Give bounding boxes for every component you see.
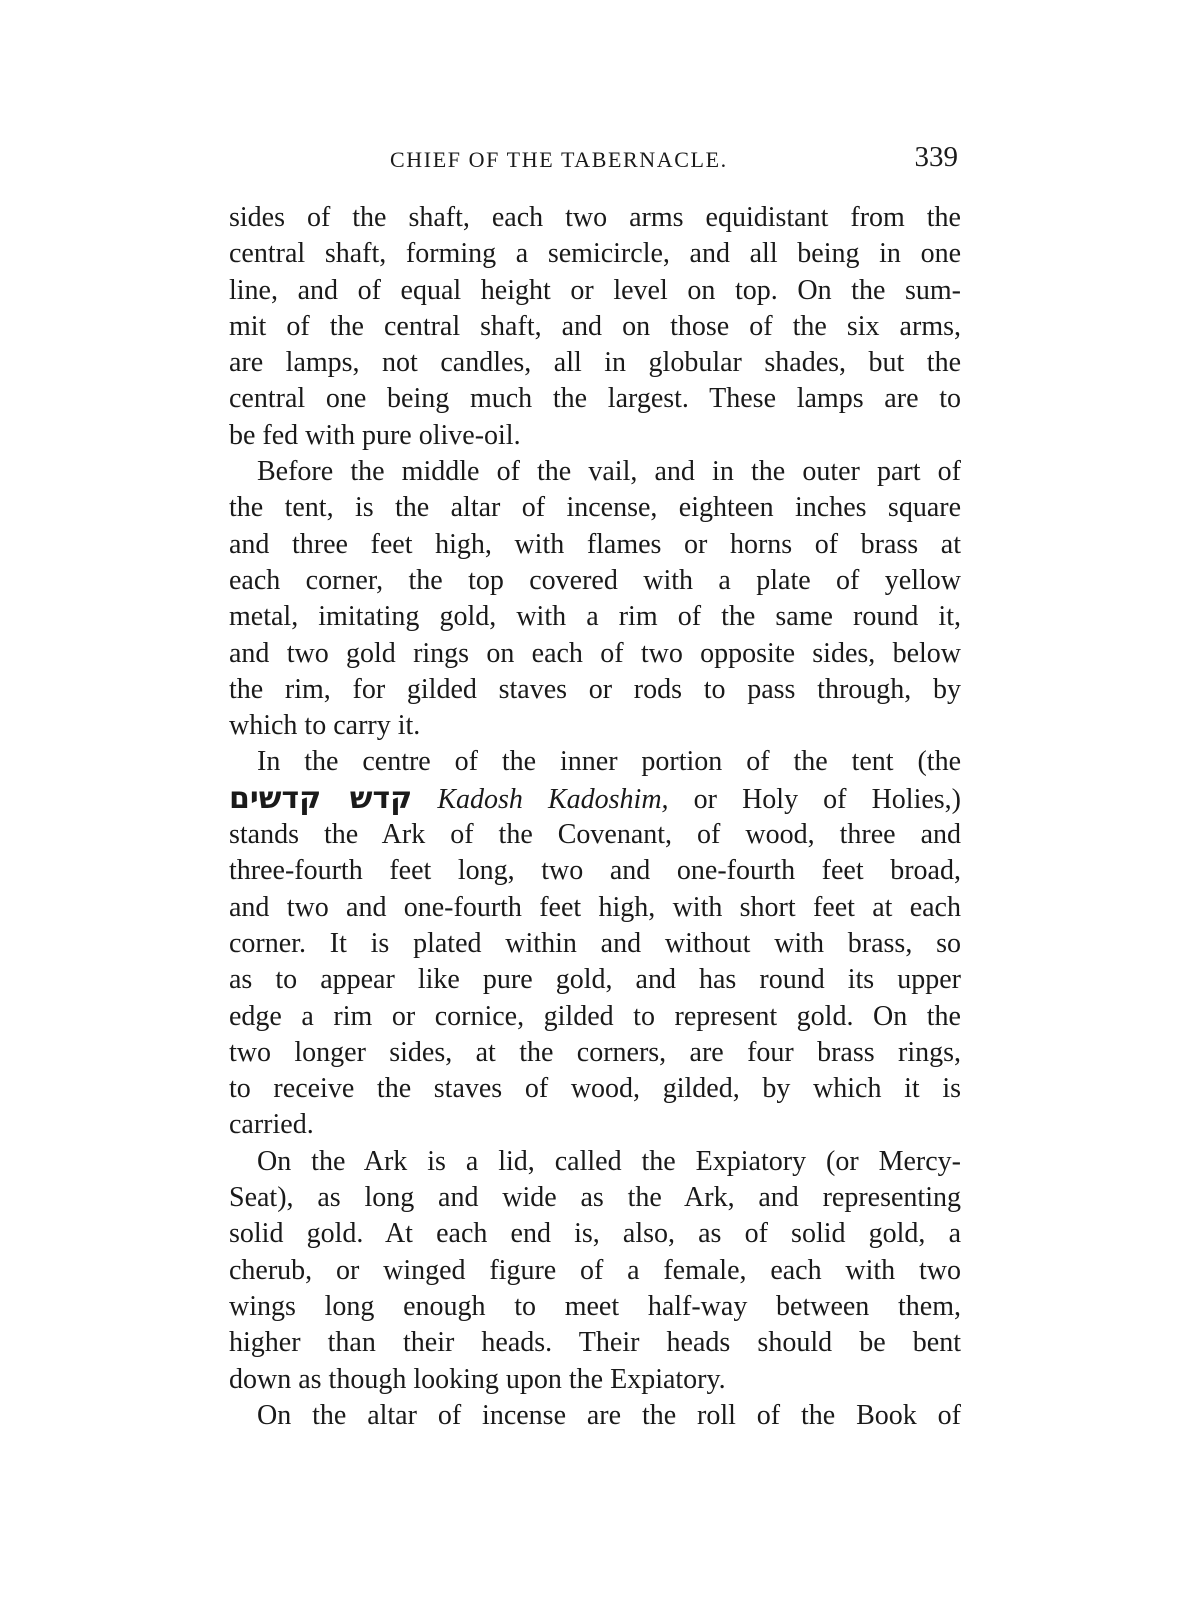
transliteration: Kadosh Kadoshim, [437,783,669,815]
text-line: cherub, or winged figure of a female, each with two [229,1254,961,1286]
text-line: the rim, for gilded staves or rods to pass through, by [229,673,961,705]
hebrew-phrase: קדש קדשים [229,780,413,816]
paragraph-start-line: In the centre of the inner portion of the tent (the [257,746,961,778]
text-line: two longer sides, at the corners, are four brass rings, [229,1036,961,1068]
text-line: and two and one-fourth feet high, with short feet at each [229,891,961,923]
text-line: wings long enough to meet half-way between them, [229,1290,961,1322]
gloss: or Holy of Holies,) [693,783,962,815]
text-line: are lamps, not candles, all in globular shades, but the [229,347,961,379]
text-line: down as though looking upon the Expiatory. [229,1363,726,1395]
text-line: line, and of equal height or level on top. On the sum- [229,274,961,306]
paragraph-start-line: On the altar of incense are the roll of the Book of [257,1399,961,1431]
text-line: central shaft, forming a semicircle, and all being in one [229,238,961,270]
text-line: and two gold rings on each of two opposite sides, below [229,637,961,669]
text-line: mit of the central shaft, and on those of the six arms, [229,310,961,342]
running-head [230,141,960,181]
running-title: CHIEF OF THE TABERNACLE. [390,147,728,172]
text-line: stands the Ark of the Covenant, of wood, three and [229,819,961,851]
text-line: central one being much the largest. These lamps are to [229,383,961,415]
body-text [229,200,961,1434]
text-line: to receive the staves of wood, gilded, by which it is [229,1073,961,1105]
text-line: edge a rim or cornice, gilded to represent gold. On the [229,1000,961,1032]
text-line: sides of the shaft, each two arms equidistant from the [229,202,961,233]
paragraph-start-line: Before the middle of the vail, and in the outer part of [257,456,961,488]
text-line: higher than their heads. Their heads should be bent [229,1327,961,1359]
text-line: as to appear like pure gold, and has round its upper [229,964,961,996]
text-line: three-fourth feet long, two and one-fourth feet broad, [229,855,961,887]
hebrew-text-line [229,781,961,817]
page-number: 339 [914,141,958,173]
text-line: carried. [229,1109,314,1141]
text-line: the tent, is the altar of incense, eighteen inches square [229,492,961,524]
text-line: which to carry it. [229,710,421,742]
text-line: Seat), as long and wide as the Ark, and representing [229,1182,961,1214]
paragraph-start-line: On the Ark is a lid, called the Expiatory (or Mercy- [257,1145,961,1177]
text-line: and three feet high, with flames or horns of brass at [229,528,961,560]
text-line: solid gold. At each end is, also, as of solid gold, a [229,1218,961,1250]
text-line: be fed with pure olive-oil. [229,419,521,451]
text-line: each corner, the top covered with a plate of yellow [229,564,961,596]
text-line: corner. It is plated within and without with brass, so [229,927,961,959]
text-line: metal, imitating gold, with a rim of the same round it, [229,601,961,633]
